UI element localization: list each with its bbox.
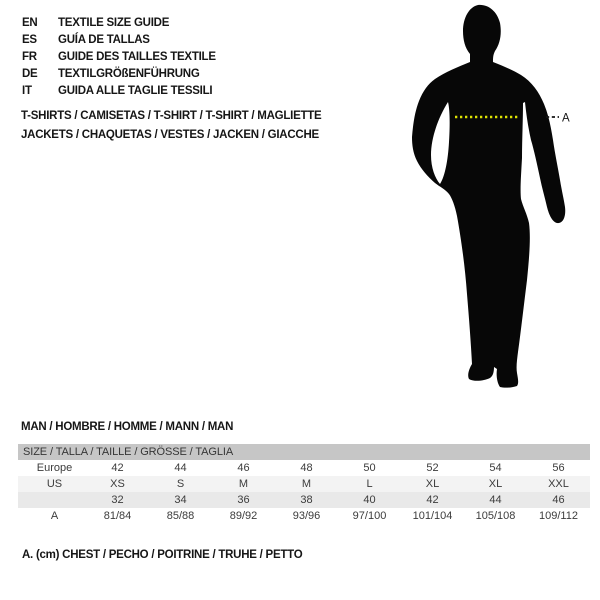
category-line-jackets: JACKETS / CHAQUETAS / VESTES / JACKEN / GIACCHE (21, 129, 319, 141)
table-cell: S (176, 478, 185, 490)
language-label: GUIDE DES TAILLES TEXTILE (58, 50, 216, 63)
language-row (22, 31, 216, 48)
table-cell: 46 (237, 462, 250, 474)
table-row-chest (18, 508, 590, 524)
table-cell: 44 (489, 494, 502, 506)
category-line-tshirts: T-SHIRTS / CAMISETAS / T-SHIRT / T-SHIRT / MAGLIETTE (21, 110, 322, 122)
row-label: Europe (36, 462, 73, 474)
language-label: TEXTILGRÖßENFÜHRUNG (58, 68, 200, 81)
language-code: EN (22, 16, 38, 29)
language-row (22, 66, 216, 83)
language-code: IT (22, 85, 32, 98)
table-cell: 36 (237, 494, 250, 506)
table-cell: 46 (552, 494, 565, 506)
table-cell: XXL (548, 478, 569, 490)
language-row (22, 83, 216, 100)
table-cell: XS (110, 478, 125, 490)
table-cell: 42 (111, 462, 124, 474)
language-code: ES (22, 33, 37, 46)
table-cell: 93/96 (292, 510, 321, 522)
man-silhouette-icon (412, 5, 565, 388)
table-header: SIZE / TALLA / TAILLE / GRÖSSE / TAGLIA (18, 444, 590, 460)
table-cell: 44 (174, 462, 187, 474)
table-cell: 42 (426, 494, 439, 506)
table-cell: 97/100 (352, 510, 387, 522)
table-cell: M (301, 478, 312, 490)
table-row-numeric (18, 492, 590, 508)
table-cell: 38 (300, 494, 313, 506)
table-cell: XL (488, 478, 503, 490)
language-label: TEXTILE SIZE GUIDE (58, 16, 170, 29)
table-row-europe (18, 460, 590, 476)
table-cell: 105/108 (475, 510, 516, 522)
table-cell: 34 (174, 494, 187, 506)
section-title-man: MAN / HOMBRE / HOMME / MANN / MAN (21, 421, 234, 433)
table-cell: 48 (300, 462, 313, 474)
table-cell: 101/104 (412, 510, 453, 522)
size-table (18, 444, 590, 524)
table-cell: 32 (111, 494, 124, 506)
table-cell: M (238, 478, 249, 490)
row-label (18, 492, 86, 508)
language-code: FR (22, 50, 37, 63)
row-label: US (46, 478, 63, 490)
table-cell: 50 (363, 462, 376, 474)
footer-measure-note: A. (cm) CHEST / PECHO / POITRINE / TRUHE / PETTO (22, 549, 303, 561)
table-cell: XL (425, 478, 440, 490)
category-lines (21, 107, 321, 145)
language-row (22, 14, 216, 31)
table-cell: 52 (426, 462, 439, 474)
language-label: GUÍA DE TALLAS (58, 33, 150, 46)
language-label: GUIDA ALLE TAGLIE TESSILI (58, 85, 213, 98)
table-cell: 40 (363, 494, 376, 506)
table-row-us (18, 476, 590, 492)
table-cell: 54 (489, 462, 502, 474)
row-label: A (50, 510, 59, 522)
table-cell: 109/112 (539, 510, 578, 522)
language-row (22, 48, 216, 65)
table-cell: 85/88 (166, 510, 195, 522)
language-list (22, 14, 216, 100)
table-cell: 56 (552, 462, 565, 474)
measure-label-a: A (562, 112, 570, 125)
man-silhouette-figure (390, 0, 585, 400)
table-cell: L (366, 478, 373, 490)
language-code: DE (22, 68, 38, 81)
table-cell: 89/92 (229, 510, 258, 522)
table-cell: 81/84 (103, 510, 132, 522)
